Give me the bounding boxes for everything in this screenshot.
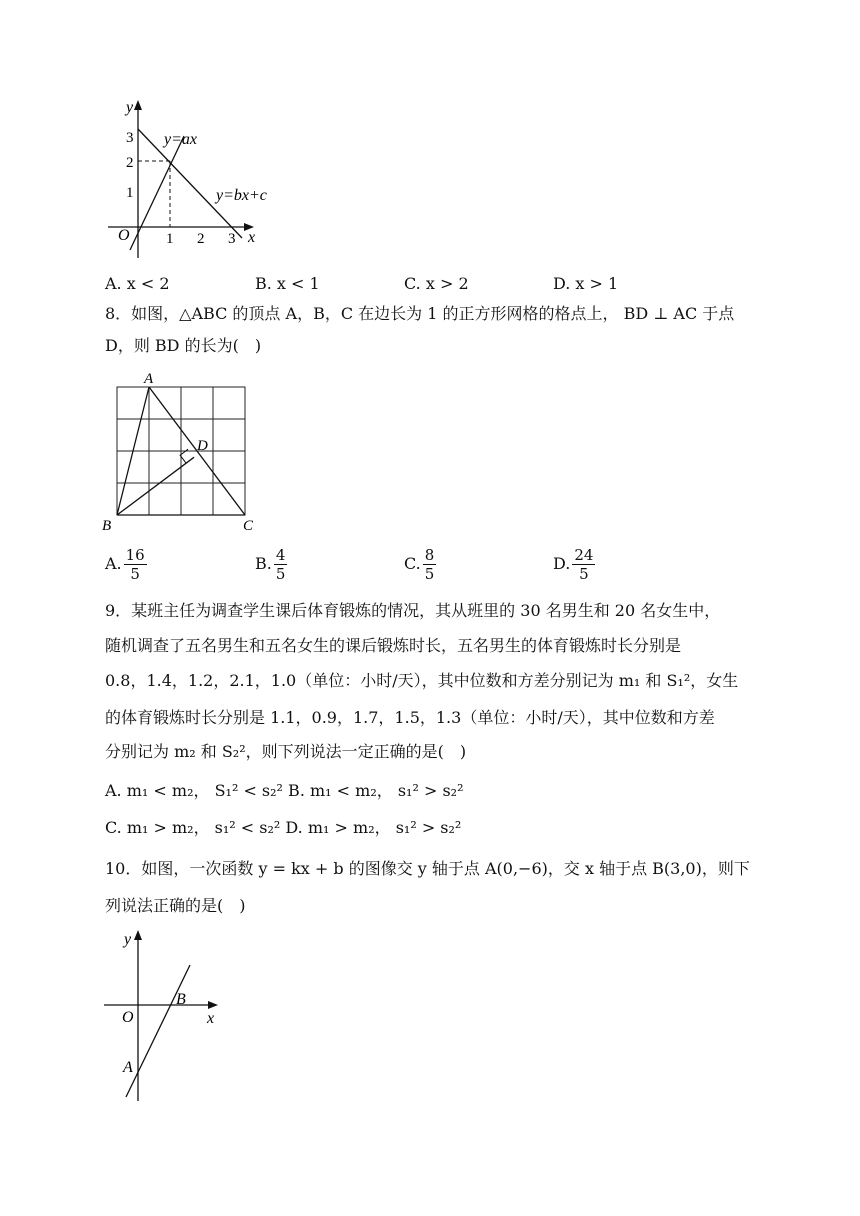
q9-options-ab: A. m₁ < m₂， S₁² < s₂² B. m₁ < m₂， s₁² > s₂² bbox=[105, 781, 464, 800]
q10-text-line1: 10．如图，一次函数 y = kx + b 的图像交 y 轴于点 A(0,−6)，交 x 轴于点 B(3,0)，则下 bbox=[105, 859, 750, 878]
q8-option-a-num: 16 bbox=[125, 546, 145, 564]
q8-label-d: D bbox=[197, 438, 208, 454]
q8-option-c-fraction bbox=[423, 546, 437, 583]
q10-label-b: B bbox=[176, 991, 186, 1008]
q8-option-d-num: 24 bbox=[574, 546, 594, 564]
q8-option-c-den: 5 bbox=[424, 565, 435, 583]
q7-line2-label: y=bx+c bbox=[216, 187, 267, 204]
q9-text-line4: 的体育锻炼时长分别是 1.1，0.9，1.7，1.5，1.3（单位：小时/天），其中位数和方差 bbox=[105, 708, 715, 727]
q8-option-b bbox=[255, 546, 287, 583]
q7-origin: O bbox=[118, 227, 130, 244]
q7-xtick-1: 1 bbox=[166, 231, 174, 247]
q8-option-b-num: 4 bbox=[275, 546, 286, 564]
q8-option-a-den: 5 bbox=[130, 565, 140, 583]
q9-text-line5: 分别记为 m₂ 和 S₂²，则下列说法一定正确的是( ) bbox=[105, 742, 467, 761]
q8-option-b-fraction bbox=[274, 546, 288, 583]
q8-option-c-num: 8 bbox=[424, 546, 435, 564]
q8-segment-bd bbox=[117, 457, 194, 515]
q8-option-a-letter: A. bbox=[105, 554, 122, 573]
q10-graph bbox=[100, 925, 230, 1105]
q10-x-label: x bbox=[207, 1010, 215, 1027]
q8-option-a bbox=[105, 546, 147, 583]
q8-option-b-letter: B. bbox=[255, 554, 272, 573]
q8-grid-figure bbox=[100, 370, 270, 535]
q7-line1-label: y=ax bbox=[164, 131, 197, 148]
q8-label-a: A bbox=[144, 371, 154, 387]
q10-text-line2: 列说法正确的是( ) bbox=[105, 896, 246, 915]
q7-option-c: C. x > 2 bbox=[404, 274, 469, 293]
q7-option-a: A. x < 2 bbox=[105, 274, 170, 293]
q7-xtick-2: 2 bbox=[197, 231, 205, 247]
q9-text-line2: 随机调查了五名男生和五名女生的课后锻炼时长，五名男生的体育锻炼时长分别是 bbox=[105, 636, 682, 655]
q7-ytick-1: 1 bbox=[126, 185, 134, 201]
q8-option-c-letter: C. bbox=[404, 554, 421, 573]
q8-label-b: B bbox=[102, 518, 112, 534]
q7-xtick-3: 3 bbox=[228, 231, 236, 247]
q8-option-a-fraction bbox=[124, 546, 147, 583]
q7-x-label: x bbox=[248, 229, 256, 246]
q8-option-d-den: 5 bbox=[579, 565, 589, 583]
q7-ytick-3: 3 bbox=[126, 130, 134, 146]
q7-ytick-2: 2 bbox=[126, 155, 134, 171]
q10-y-label: y bbox=[124, 931, 132, 948]
q9-options-cd: C. m₁ > m₂， s₁² < s₂² D. m₁ > m₂， s₁² > s₂² bbox=[105, 818, 462, 837]
q10-origin: O bbox=[122, 1009, 134, 1026]
q7-y-label: y bbox=[126, 99, 134, 116]
q8-text-line1: 8．如图，△ABC 的顶点 A，B，C 在边长为 1 的正方形网格的格点上， BD ⊥ AC 于点 bbox=[105, 304, 735, 323]
q8-option-b-den: 5 bbox=[275, 565, 286, 583]
q7-option-d: D. x > 1 bbox=[553, 274, 619, 293]
q7-graph bbox=[100, 98, 290, 263]
q8-option-d-letter: D. bbox=[553, 554, 571, 573]
q8-text-line2: D，则 BD 的长为( ) bbox=[105, 336, 262, 355]
q8-option-c bbox=[404, 546, 436, 583]
q10-label-a: A bbox=[123, 1059, 133, 1076]
q7-option-b: B. x < 1 bbox=[255, 274, 320, 293]
q10-line bbox=[126, 965, 190, 1097]
q9-text-line1: 9．某班主任为调查学生课后体育锻炼的情况，其从班里的 30 名男生和 20 名女生中， bbox=[105, 601, 721, 620]
q8-label-c: C bbox=[243, 518, 254, 534]
q8-option-d-fraction bbox=[572, 546, 595, 583]
q9-text-line3: 0.8，1.4，1.2，2.1，1.0（单位：小时/天），其中位数和方差分别记为 m₁ 和 S₁²，女生 bbox=[105, 671, 739, 690]
q8-option-d bbox=[553, 546, 595, 583]
